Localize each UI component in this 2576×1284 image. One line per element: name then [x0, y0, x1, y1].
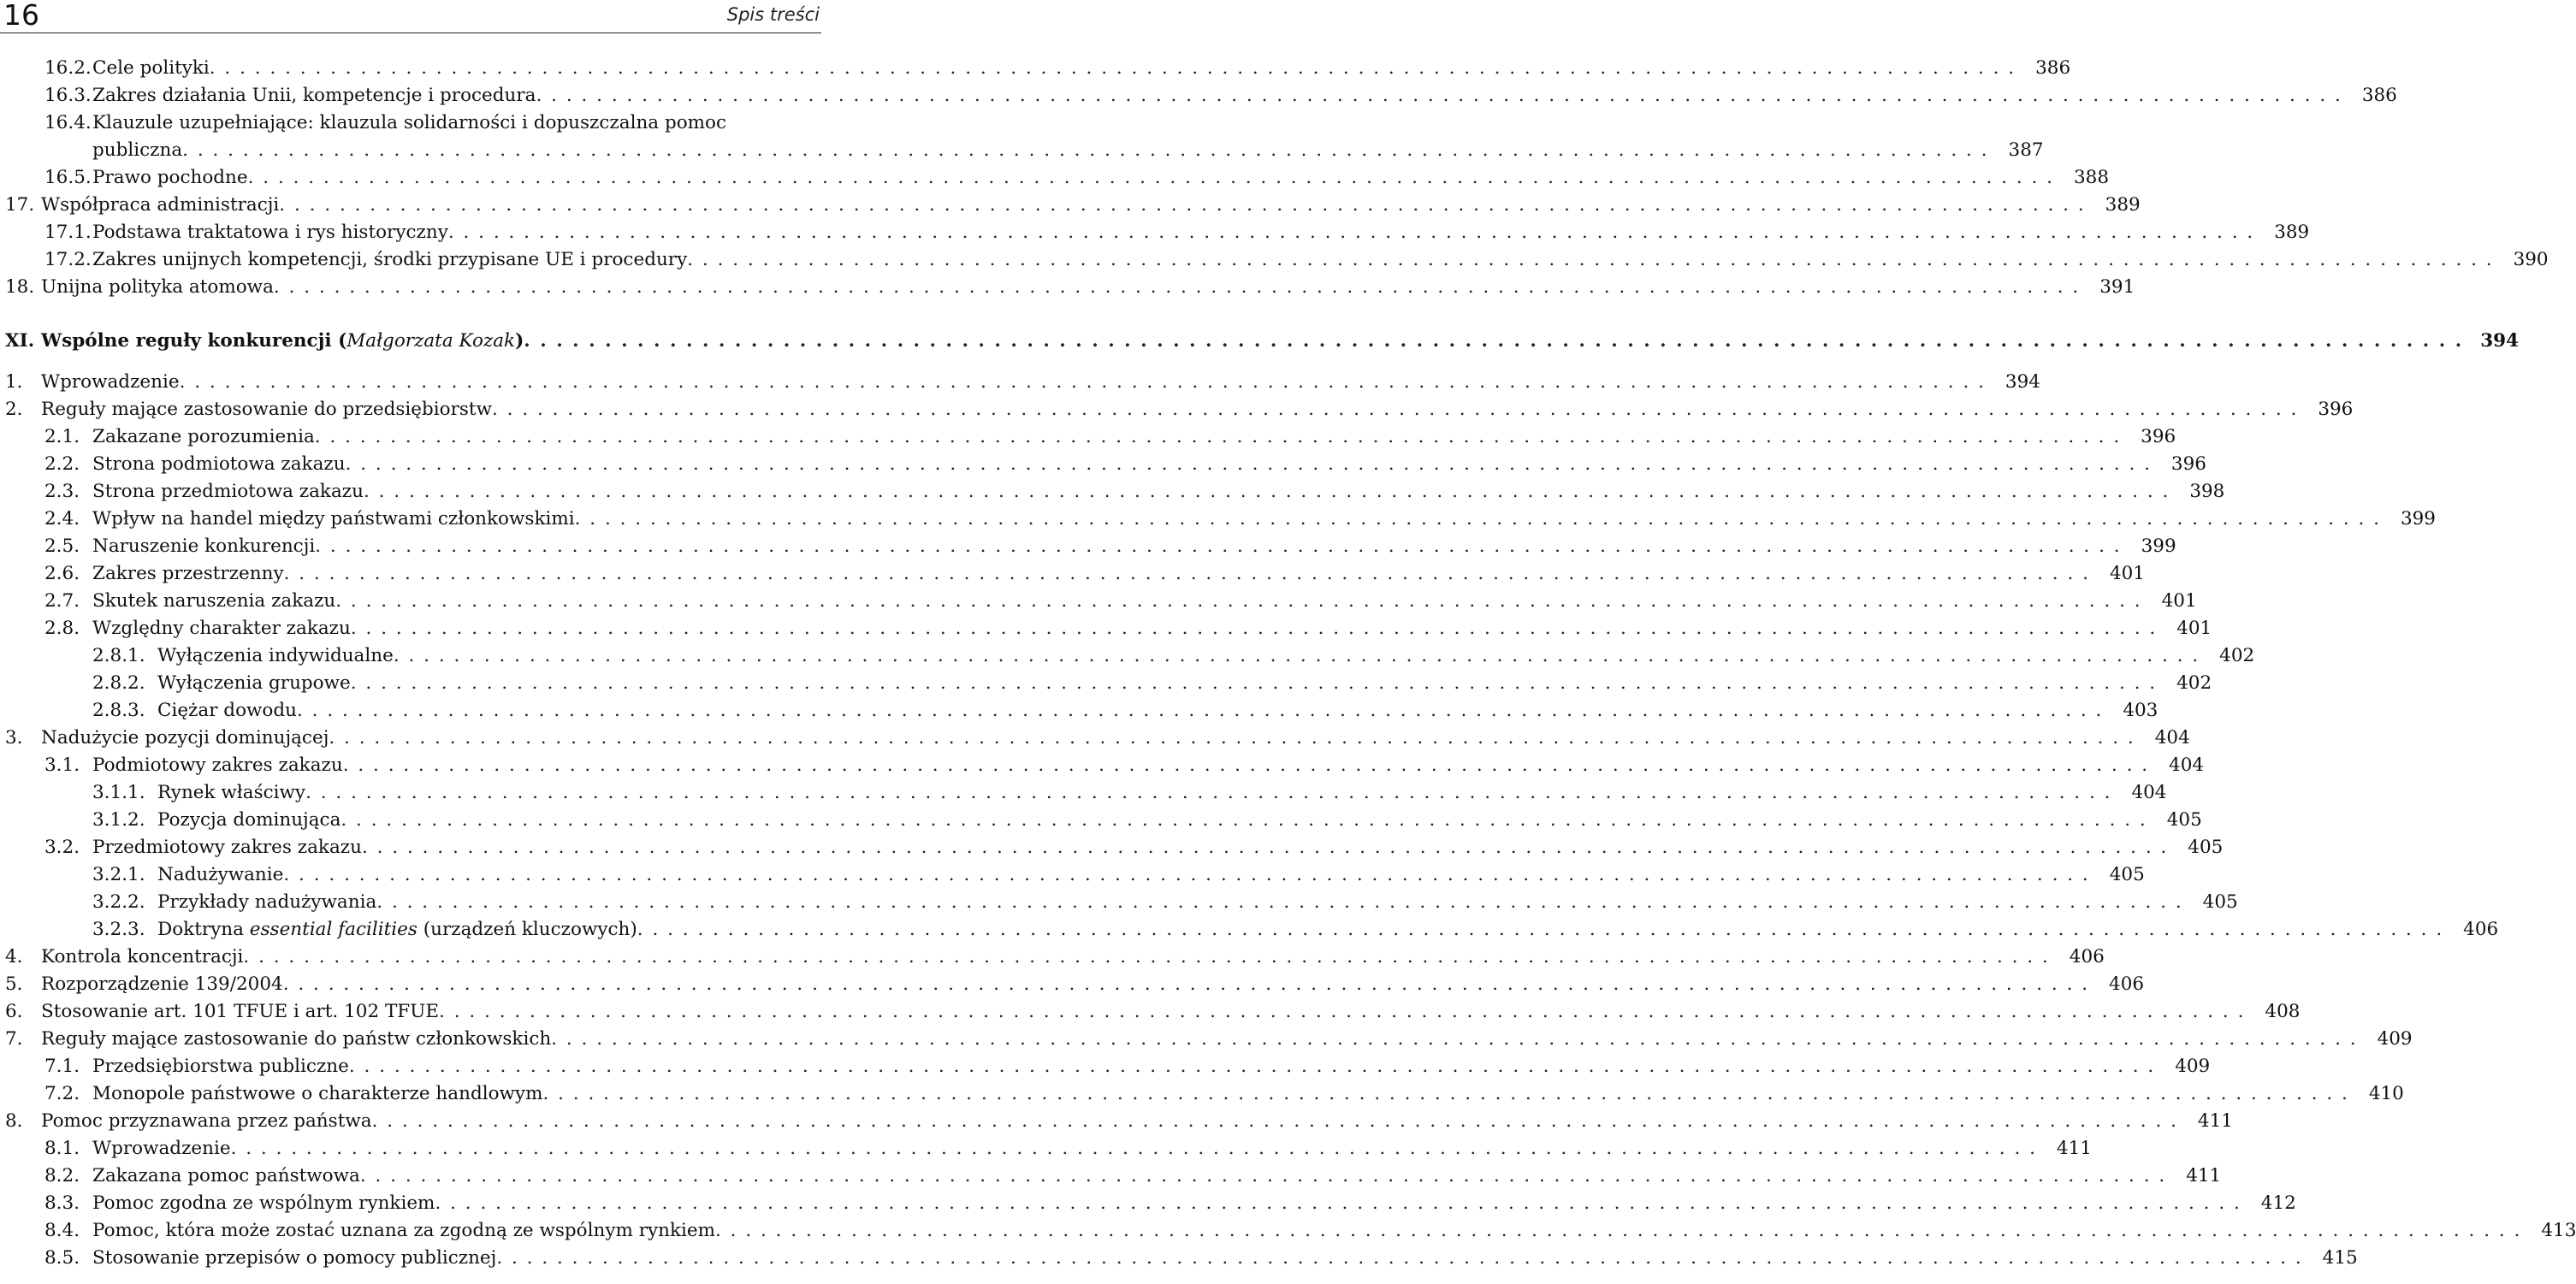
dot-leader: . . . . . . . . . . . . . . . . . . . . . . . . . . . . . . . . . . . . . . . . . . . . . . . . . . . . . . . . . . . . . . . . . . . . . . . . . . . . . . . . . . . . . . . . . . . . . . . . . . . . . . . . . . . . . . . . . . . . . . . . [182, 139, 1989, 161]
toc-entry [44, 1080, 2404, 1108]
toc-entry-page: 394 [2005, 371, 2040, 393]
toc-entry-number: 16.5. [44, 167, 92, 188]
toc-entry-number: 7. [5, 1028, 23, 1050]
toc-entry-title: Ciężar dowodu [157, 700, 297, 721]
toc-entry-number: 8. [5, 1110, 23, 1132]
toc-entry-page: 408 [2265, 1001, 2301, 1022]
dot-leader: . . . . . . . . . . . . . . . . . . . . . . . . . . . . . . . . . . . . . . . . . . . . . . . . . . . . . . . . . . . . . . . . . . . . . . . . . . . . . . . . . . . . . . . . . . . . . . . . . . . . . . . . . . . . . . . . . . . . . . . . [551, 1028, 2358, 1050]
toc-entry [44, 1053, 2211, 1080]
dot-leader: . . . . . . . . . . . . . . . . . . . . . . . . . . . . . . . . . . . . . . . . . . . . . . . . . . . . . . . . . . . . . . . . . . . . . . . . . . . . . . . . . . . . . . . . . . . . . . . . . . . . . . . . . . . . . . . . . . . . . . . . [350, 672, 2158, 694]
dot-leader: . . . . . . . . . . . . . . . . . . . . . . . . . . . . . . . . . . . . . . . . . . . . . . . . . . . . . . . . . . . . . . . . . . . . . . . . . . . . . . . . . . . . . . . . . . . . . . . . . . . . . . . . . . . . . . . . . . . . . . . . [179, 371, 1986, 393]
toc-entry-number: 3.1.1. [92, 782, 145, 803]
toc-entry-page: 386 [2361, 85, 2397, 106]
toc-entry-title: Zakazane porozumienia [92, 426, 315, 447]
dot-leader: . . . . . . . . . . . . . . . . . . . . . . . . . . . . . . . . . . . . . . . . . . . . . . . . . . . . . . . . . . . . . . . . . . . . . . . . . . . . . . . . . . . . . . . . . . . . . . . . . . . . . . . . . . . . . . . . . . . . . . . . [282, 973, 2090, 995]
toc-entry-first-line [44, 109, 726, 137]
toc-entry-number: 5. [5, 973, 23, 995]
toc-entry-page: 405 [2109, 864, 2145, 885]
toc-entry-number: 2.8.2. [92, 672, 145, 694]
toc-entry-title: Monopole państwowe o charakterze handlowym [92, 1083, 543, 1104]
toc-entry-page: 402 [2176, 672, 2212, 694]
toc-entry-title: Strona przedmiotowa zakazu [92, 481, 364, 502]
toc-entry-italic-term: essential facilities [249, 919, 417, 940]
toc-entry-page: 401 [2109, 563, 2145, 584]
toc-entry [92, 697, 2159, 725]
toc-entry [44, 1135, 2092, 1163]
toc-entry [5, 274, 2135, 301]
toc-entry-number: 8.5. [44, 1247, 80, 1269]
toc-entry-number: 17.1. [44, 222, 92, 243]
toc-entry-number: 3.2.1. [92, 864, 145, 885]
toc-entry-number: 3.2.3. [92, 919, 145, 940]
toc-entry-page: 402 [2219, 645, 2255, 666]
toc-entry-title: Podstawa traktatowa i rys historyczny [92, 222, 448, 243]
toc-entry-title: Klauzule uzupełniające: klauzula solidarności i dopuszczalna pomoc [92, 112, 727, 133]
toc-entry-page: 390 [2513, 249, 2549, 270]
toc-entry-title: Podmiotowy zakres zakazu [92, 754, 343, 776]
toc-entry-title: Zakazana pomoc państwowa [92, 1165, 360, 1186]
toc-entry-page: 389 [2274, 222, 2310, 243]
dot-leader: . . . . . . . . . . . . . . . . . . . . . . . . . . . . . . . . . . . . . . . . . . . . . . . . . . . . . . . . . . . . . . . . . . . . . . . . . . . . . . . . . . . . . . . . . . . . . . . . . . . . . . . . . . . . . . . . . . . . . . . . [305, 782, 2112, 803]
toc-entry [44, 423, 2176, 451]
toc-entry-title: Wpływ na handel między państwami członkowskimi [92, 508, 575, 530]
toc-entry-title: Pozycja dominująca [157, 809, 341, 831]
toc-entry-number: 4. [5, 946, 23, 967]
toc-entry-title: Wprowadzenie [41, 371, 180, 393]
toc-entry-number: 3.1.2. [92, 809, 145, 831]
toc-entry [92, 779, 2167, 807]
toc-entry [44, 246, 2549, 274]
toc-entry [92, 670, 2212, 697]
toc-entry-number: 2.1. [44, 426, 80, 447]
toc-entry-title: publiczna [92, 139, 183, 161]
toc-entry-page: 398 [2189, 481, 2225, 502]
toc-entry [5, 192, 2141, 219]
toc-entry-title: Kontrola koncentracji [41, 946, 244, 967]
toc-entry-page: 411 [2186, 1165, 2222, 1186]
toc-entry-page: 411 [2197, 1110, 2233, 1132]
toc-entry-number: 18. [5, 276, 35, 298]
toc-entry-page: 415 [2322, 1247, 2358, 1269]
toc-entry-page: 406 [2463, 919, 2499, 940]
dot-leader: . . . . . . . . . . . . . . . . . . . . . . . . . . . . . . . . . . . . . . . . . . . . . . . . . . . . . . . . . . . . . . . . . . . . . . . . . . . . . . . . . . . . . . . . . . . . . . . . . . . . . . . . . . . . . . . . . . . . . . . . [329, 727, 2135, 749]
toc-entry-page: 409 [2377, 1028, 2413, 1050]
toc-entry-title: Strona podmiotowa zakazu [92, 453, 346, 475]
toc-entry [5, 1108, 2233, 1135]
running-title: Spis treści [726, 4, 820, 25]
dot-leader: . . . . . . . . . . . . . . . . . . . . . . . . . . . . . . . . . . . . . . . . . . . . . . . . . . . . . . . . . . . . . . . . . . . . . . . . . . . . . . . . . . . . . . . . . . . . . . . . . . . . . . . . . . . . . . . . . . . . . . . . [376, 891, 2183, 913]
page-number: 16 [3, 0, 39, 32]
toc-entry-number: 2.6. [44, 563, 80, 584]
toc-entry-title: Nadużywanie [157, 864, 284, 885]
toc-entry-title: Stosowanie art. 101 TFUE i art. 102 TFUE [41, 1001, 440, 1022]
toc-entry-number: 16.2. [44, 57, 92, 79]
toc-entry [44, 1163, 2222, 1190]
toc-entry-page: 394 [2480, 330, 2520, 352]
toc-entry [5, 998, 2301, 1026]
toc-entry-title: Wyłączenia indywidualne [157, 645, 394, 666]
dot-leader: . . . . . . . . . . . . . . . . . . . . . . . . . . . . . . . . . . . . . . . . . . . . . . . . . . . . . . . . . . . . . . . . . . . . . . . . . . . . . . . . . . . . . . . . . . . . . . . . . . . . . . . . . . . . . . . . . . . . . . . . [574, 508, 2381, 530]
toc-entry [44, 752, 2205, 779]
toc-entry-title: Naruszenie konkurencji [92, 535, 316, 557]
toc-entry-title: Rynek właściwy [157, 782, 306, 803]
toc-entry [92, 916, 2499, 944]
toc-entry-page: 405 [2166, 809, 2202, 831]
toc-entry [5, 396, 2354, 423]
toc-entry-number: 6. [5, 1001, 23, 1022]
toc-entry-number: 17.2. [44, 249, 92, 270]
toc-entry-page: 409 [2175, 1056, 2211, 1077]
toc-entry-number: 3.2.2. [92, 891, 145, 913]
dot-leader: . . . . . . . . . . . . . . . . . . . . . . . . . . . . . . . . . . . . . . . . . . . . . . . . . . . . . . . . . . . . . . . . . . . . . . . . . . . . . . . . . . . . . . . . . . . . . . . . . . . . . . . . . . . . . . . . . . . . . . . . [209, 57, 2016, 79]
dot-leader: . . . . . . . . . . . . . . . . . . . . . . . . . . . . . . . . . . . . . . . . . . . . . . . . . . . . . . . . . . . . . . . . . . . . . . . . . . . . . . . . . . . . . . . . . . . . . . . . . . . . . . . . . . . . . . . . . . . . . . . . [283, 563, 2090, 584]
dot-leader: . . . . . . . . . . . . . . . . . . . . . . . . . . . . . . . . . . . . . . . . . . . . . . . . . . . . . . . . . . . . . . . . . . . . . . . . . . . . . . . . . . . . . . . . . . . . . . . . . . . . . . . . . . . . . . . . . . . . . . . . [243, 946, 2050, 967]
toc-entry-number: 7.2. [44, 1083, 80, 1104]
toc-entry-number: 2.3. [44, 481, 80, 502]
toc-entry-page: 399 [2400, 508, 2436, 530]
dot-leader: . . . . . . . . . . . . . . . . . . . . . . . . . . . . . . . . . . . . . . . . . . . . . . . . . . . . . . . . . . . . . . . . . . . . . . . . . . . . . . . . . . . . . . . . . . . . . . . . . . . . . . . . . . . . . . . . . . . . . . . . [536, 85, 2342, 106]
dot-leader: . . . . . . . . . . . . . . . . . . . . . . . . . . . . . . . . . . . . . . . . . . . . . . . . . . . . . . . . . . . . . . . . . . . . . . . . . . . . . . . . . . . . . . . . . . . . . . . . . . . . . . . . . . . . . . . . . . . . . . . . [524, 330, 2464, 352]
toc-entry [44, 1190, 2296, 1217]
toc-entry-title: Pomoc przyznawana przez państwa [41, 1110, 372, 1132]
toc-entry [44, 137, 2044, 164]
toc-entry [44, 560, 2145, 588]
toc-entry-page: 391 [2099, 276, 2135, 298]
dot-leader: . . . . . . . . . . . . . . . . . . . . . . . . . . . . . . . . . . . . . . . . . . . . . . . . . . . . . . . . . . . . . . . . . . . . . . . . . . . . . . . . . . . . . . . . . . . . . . . . . . . . . . . . . . . . . . . . . . . . . . . . [296, 700, 2104, 721]
toc-entry-title: Skutek naruszenia zakazu [92, 590, 336, 612]
dot-leader: . . . . . . . . . . . . . . . . . . . . . . . . . . . . . . . . . . . . . . . . . . . . . . . . . . . . . . . . . . . . . . . . . . . . . . . . . . . . . . . . . . . . . . . . . . . . . . . . . . . . . . . . . . . . . . . . . . . . . . . . [542, 1083, 2349, 1104]
dot-leader: . . . . . . . . . . . . . . . . . . . . . . . . . . . . . . . . . . . . . . . . . . . . . . . . . . . . . . . . . . . . . . . . . . . . . . . . . . . . . . . . . . . . . . . . . . . . . . . . . . . . . . . . . . . . . . . . . . . . . . . . [315, 535, 2122, 557]
toc-entry-title: Przedsiębiorstwa publiczne [92, 1056, 349, 1077]
dot-leader: . . . . . . . . . . . . . . . . . . . . . . . . . . . . . . . . . . . . . . . . . . . . . . . . . . . . . . . . . . . . . . . . . . . . . . . . . . . . . . . . . . . . . . . . . . . . . . . . . . . . . . . . . . . . . . . . . . . . . . . . [637, 919, 2444, 940]
toc-entry-page: 412 [2260, 1192, 2296, 1214]
toc-entry-number: 3.1. [44, 754, 80, 776]
toc-entry-title: Przykłady nadużywania [157, 891, 377, 913]
dot-leader: . . . . . . . . . . . . . . . . . . . . . . . . . . . . . . . . . . . . . . . . . . . . . . . . . . . . . . . . . . . . . . . . . . . . . . . . . . . . . . . . . . . . . . . . . . . . . . . . . . . . . . . . . . . . . . . . . . . . . . . . [439, 1001, 2246, 1022]
toc-entry-number: 7.1. [44, 1056, 80, 1077]
toc-entry-number: 16.3. [44, 85, 92, 106]
toc-entry-page: 388 [2073, 167, 2110, 188]
dot-leader: . . . . . . . . . . . . . . . . . . . . . . . . . . . . . . . . . . . . . . . . . . . . . . . . . . . . . . . . . . . . . . . . . . . . . . . . . . . . . . . . . . . . . . . . . . . . . . . . . . . . . . . . . . . . . . . . . . . . . . . . [279, 194, 2086, 216]
dot-leader: . . . . . . . . . . . . . . . . . . . . . . . . . . . . . . . . . . . . . . . . . . . . . . . . . . . . . . . . . . . . . . . . . . . . . . . . . . . . . . . . . . . . . . . . . . . . . . . . . . . . . . . . . . . . . . . . . . . . . . . . [715, 1220, 2522, 1241]
toc-entry [44, 164, 2110, 192]
toc-entry-page: 406 [2109, 973, 2145, 995]
dot-leader: . . . . . . . . . . . . . . . . . . . . . . . . . . . . . . . . . . . . . . . . . . . . . . . . . . . . . . . . . . . . . . . . . . . . . . . . . . . . . . . . . . . . . . . . . . . . . . . . . . . . . . . . . . . . . . . . . . . . . . . . [491, 399, 2299, 420]
toc-entry-title: Pomoc zgodna ze wspólnym rynkiem [92, 1192, 435, 1214]
dot-leader: . . . . . . . . . . . . . . . . . . . . . . . . . . . . . . . . . . . . . . . . . . . . . . . . . . . . . . . . . . . . . . . . . . . . . . . . . . . . . . . . . . . . . . . . . . . . . . . . . . . . . . . . . . . . . . . . . . . . . . . . [335, 590, 2142, 612]
toc-entry [44, 506, 2436, 533]
dot-leader: . . . . . . . . . . . . . . . . . . . . . . . . . . . . . . . . . . . . . . . . . . . . . . . . . . . . . . . . . . . . . . . . . . . . . . . . . . . . . . . . . . . . . . . . . . . . . . . . . . . . . . . . . . . . . . . . . . . . . . . . [342, 754, 2150, 776]
toc-entry-number: 17. [5, 194, 35, 216]
toc-entry [92, 861, 2145, 889]
dot-leader: . . . . . . . . . . . . . . . . . . . . . . . . . . . . . . . . . . . . . . . . . . . . . . . . . . . . . . . . . . . . . . . . . . . . . . . . . . . . . . . . . . . . . . . . . . . . . . . . . . . . . . . . . . . . . . . . . . . . . . . . [687, 249, 2494, 270]
toc-entry-title: Wprowadzenie [92, 1138, 231, 1159]
toc-entry-page: 403 [2123, 700, 2159, 721]
toc-entry-title: Reguły mające zastosowanie do przedsiębiorstw [41, 399, 492, 420]
toc-entry-number: 3. [5, 727, 23, 749]
toc-entry-title: Zakres działania Unii, kompetencje i procedura [92, 85, 536, 106]
toc-entry-page: 389 [2105, 194, 2141, 216]
toc-entry-title: Doktryna essential facilities (urządzeń kluczowych) [157, 919, 637, 940]
toc-entry-number: 2.4. [44, 508, 80, 530]
toc-entry-title: Wyłączenia grupowe [157, 672, 351, 694]
toc-entry [44, 478, 2225, 506]
toc-entry-number: 2.8. [44, 618, 80, 639]
dot-leader: . . . . . . . . . . . . . . . . . . . . . . . . . . . . . . . . . . . . . . . . . . . . . . . . . . . . . . . . . . . . . . . . . . . . . . . . . . . . . . . . . . . . . . . . . . . . . . . . . . . . . . . . . . . . . . . . . . . . . . . . [348, 1056, 2156, 1077]
toc-entry-page: 413 [2541, 1220, 2576, 1241]
toc-entry [44, 82, 2397, 109]
toc-entry-number: 8.1. [44, 1138, 80, 1159]
toc-entry [5, 369, 2040, 396]
toc-entry-title: Wspólne reguły konkurencji (Małgorzata Kozak) [41, 330, 524, 352]
toc-entry-title: Zakres przestrzenny [92, 563, 284, 584]
toc-entry [44, 615, 2212, 642]
toc-entry [44, 1217, 2576, 1245]
toc-entry-page: 401 [2161, 590, 2197, 612]
toc-entry [92, 807, 2202, 834]
toc-entry-number: 2.7. [44, 590, 80, 612]
toc-entry [44, 834, 2224, 861]
toc-entry-number: XI. [5, 330, 35, 352]
toc-entry-number: 16.4. [44, 112, 92, 133]
dot-leader: . . . . . . . . . . . . . . . . . . . . . . . . . . . . . . . . . . . . . . . . . . . . . . . . . . . . . . . . . . . . . . . . . . . . . . . . . . . . . . . . . . . . . . . . . . . . . . . . . . . . . . . . . . . . . . . . . . . . . . . . [435, 1192, 2241, 1214]
dot-leader: . . . . . . . . . . . . . . . . . . . . . . . . . . . . . . . . . . . . . . . . . . . . . . . . . . . . . . . . . . . . . . . . . . . . . . . . . . . . . . . . . . . . . . . . . . . . . . . . . . . . . . . . . . . . . . . . . . . . . . . . [341, 809, 2147, 831]
dot-leader: . . . . . . . . . . . . . . . . . . . . . . . . . . . . . . . . . . . . . . . . . . . . . . . . . . . . . . . . . . . . . . . . . . . . . . . . . . . . . . . . . . . . . . . . . . . . . . . . . . . . . . . . . . . . . . . . . . . . . . . . [371, 1110, 2178, 1132]
toc-entry-page: 396 [2170, 453, 2206, 475]
toc-entry-title: Pomoc, która może zostać uznana za zgodną ze wspólnym rynkiem [92, 1220, 715, 1241]
dot-leader: . . . . . . . . . . . . . . . . . . . . . . . . . . . . . . . . . . . . . . . . . . . . . . . . . . . . . . . . . . . . . . . . . . . . . . . . . . . . . . . . . . . . . . . . . . . . . . . . . . . . . . . . . . . . . . . . . . . . . . . . [247, 167, 2055, 188]
toc-entry-number: 8.2. [44, 1165, 80, 1186]
toc-entry-page: 411 [2056, 1138, 2092, 1159]
toc-entry-number: 1. [5, 371, 23, 393]
toc-entry-number: 2. [5, 399, 23, 420]
toc-entry [5, 971, 2145, 998]
toc-entry-page: 387 [2008, 139, 2044, 161]
dot-leader: . . . . . . . . . . . . . . . . . . . . . . . . . . . . . . . . . . . . . . . . . . . . . . . . . . . . . . . . . . . . . . . . . . . . . . . . . . . . . . . . . . . . . . . . . . . . . . . . . . . . . . . . . . . . . . . . . . . . . . . . [230, 1138, 2037, 1159]
dot-leader: . . . . . . . . . . . . . . . . . . . . . . . . . . . . . . . . . . . . . . . . . . . . . . . . . . . . . . . . . . . . . . . . . . . . . . . . . . . . . . . . . . . . . . . . . . . . . . . . . . . . . . . . . . . . . . . . . . . . . . . . [345, 453, 2152, 475]
toc-entry-page: 401 [2176, 618, 2212, 639]
toc-entry-author: Małgorzata Kozak [346, 330, 516, 352]
dot-leader: . . . . . . . . . . . . . . . . . . . . . . . . . . . . . . . . . . . . . . . . . . . . . . . . . . . . . . . . . . . . . . . . . . . . . . . . . . . . . . . . . . . . . . . . . . . . . . . . . . . . . . . . . . . . . . . . . . . . . . . . [314, 426, 2122, 447]
toc-entry-page: 399 [2141, 535, 2176, 557]
toc-entry-page: 410 [2368, 1083, 2404, 1104]
toc-entry-title: Prawo pochodne [92, 167, 248, 188]
toc-entry-title: Unijna polityka atomowa [41, 276, 274, 298]
toc-entry-number: 8.3. [44, 1192, 80, 1214]
toc-entry-page: 404 [2169, 754, 2205, 776]
toc-entry [44, 219, 2310, 246]
toc-entry-title: Stosowanie przepisów o pomocy publicznej [92, 1247, 497, 1269]
dot-leader: . . . . . . . . . . . . . . . . . . . . . . . . . . . . . . . . . . . . . . . . . . . . . . . . . . . . . . . . . . . . . . . . . . . . . . . . . . . . . . . . . . . . . . . . . . . . . . . . . . . . . . . . . . . . . . . . . . . . . . . . [273, 276, 2081, 298]
toc-entry-number: 8.4. [44, 1220, 80, 1241]
dot-leader: . . . . . . . . . . . . . . . . . . . . . . . . . . . . . . . . . . . . . . . . . . . . . . . . . . . . . . . . . . . . . . . . . . . . . . . . . . . . . . . . . . . . . . . . . . . . . . . . . . . . . . . . . . . . . . . . . . . . . . . . [393, 645, 2200, 666]
toc-entry [5, 944, 2105, 971]
dot-leader: . . . . . . . . . . . . . . . . . . . . . . . . . . . . . . . . . . . . . . . . . . . . . . . . . . . . . . . . . . . . . . . . . . . . . . . . . . . . . . . . . . . . . . . . . . . . . . . . . . . . . . . . . . . . . . . . . . . . . . . . [283, 864, 2090, 885]
toc-entry-page: 396 [2141, 426, 2176, 447]
dot-leader: . . . . . . . . . . . . . . . . . . . . . . . . . . . . . . . . . . . . . . . . . . . . . . . . . . . . . . . . . . . . . . . . . . . . . . . . . . . . . . . . . . . . . . . . . . . . . . . . . . . . . . . . . . . . . . . . . . . . . . . . [350, 618, 2158, 639]
toc-entry-page: 396 [2318, 399, 2354, 420]
toc-entry-page: 405 [2188, 837, 2224, 858]
toc-entry-title: Nadużycie pozycji dominującej [41, 727, 329, 749]
toc-entry [92, 889, 2238, 916]
toc-entry [44, 533, 2176, 560]
toc-entry-title: Współpraca administracji [41, 194, 280, 216]
toc-entry-page: 404 [2131, 782, 2167, 803]
toc-entry-title: Zakres unijnych kompetencji, środki przypisane UE i procedury [92, 249, 688, 270]
toc-entry [5, 1026, 2413, 1053]
toc-chapter-heading [5, 328, 2520, 355]
dot-leader: . . . . . . . . . . . . . . . . . . . . . . . . . . . . . . . . . . . . . . . . . . . . . . . . . . . . . . . . . . . . . . . . . . . . . . . . . . . . . . . . . . . . . . . . . . . . . . . . . . . . . . . . . . . . . . . . . . . . . . . . [361, 837, 2169, 858]
toc-entry-number: 2.8.3. [92, 700, 145, 721]
toc-entry-page: 406 [2069, 946, 2105, 967]
toc-entry-title: Cele polityki [92, 57, 210, 79]
toc-entry-number: 2.2. [44, 453, 80, 475]
toc-entry [44, 588, 2197, 615]
toc-entry-number: 2.8.1. [92, 645, 145, 666]
toc-entry [44, 1245, 2358, 1272]
toc-entry-title: Przedmiotowy zakres zakazu [92, 837, 362, 858]
toc-entry-page: 404 [2154, 727, 2190, 749]
dot-leader: . . . . . . . . . . . . . . . . . . . . . . . . . . . . . . . . . . . . . . . . . . . . . . . . . . . . . . . . . . . . . . . . . . . . . . . . . . . . . . . . . . . . . . . . . . . . . . . . . . . . . . . . . . . . . . . . . . . . . . . . [447, 222, 2255, 243]
toc-entry-page: 405 [2202, 891, 2238, 913]
dot-leader: . . . . . . . . . . . . . . . . . . . . . . . . . . . . . . . . . . . . . . . . . . . . . . . . . . . . . . . . . . . . . . . . . . . . . . . . . . . . . . . . . . . . . . . . . . . . . . . . . . . . . . . . . . . . . . . . . . . . . . . . [363, 481, 2170, 502]
toc-entry-title: Względny charakter zakazu [92, 618, 351, 639]
toc-entry-number: 2.5. [44, 535, 80, 557]
toc-entry [5, 725, 2190, 752]
toc-entry-page: 386 [2035, 57, 2071, 79]
dot-leader: . . . . . . . . . . . . . . . . . . . . . . . . . . . . . . . . . . . . . . . . . . . . . . . . . . . . . . . . . . . . . . . . . . . . . . . . . . . . . . . . . . . . . . . . . . . . . . . . . . . . . . . . . . . . . . . . . . . . . . . . [359, 1165, 2167, 1186]
toc-entry-number: 3.2. [44, 837, 80, 858]
toc-entry-title: Rozporządzenie 139/2004 [41, 973, 283, 995]
toc-entry-title: Reguły mające zastosowanie do państw członkowskich [41, 1028, 552, 1050]
dot-leader: . . . . . . . . . . . . . . . . . . . . . . . . . . . . . . . . . . . . . . . . . . . . . . . . . . . . . . . . . . . . . . . . . . . . . . . . . . . . . . . . . . . . . . . . . . . . . . . . . . . . . . . . . . . . . . . . . . . . . . . . [496, 1247, 2303, 1269]
toc-entry [44, 55, 2071, 82]
toc-entry [92, 642, 2255, 670]
toc-entry [44, 451, 2206, 478]
